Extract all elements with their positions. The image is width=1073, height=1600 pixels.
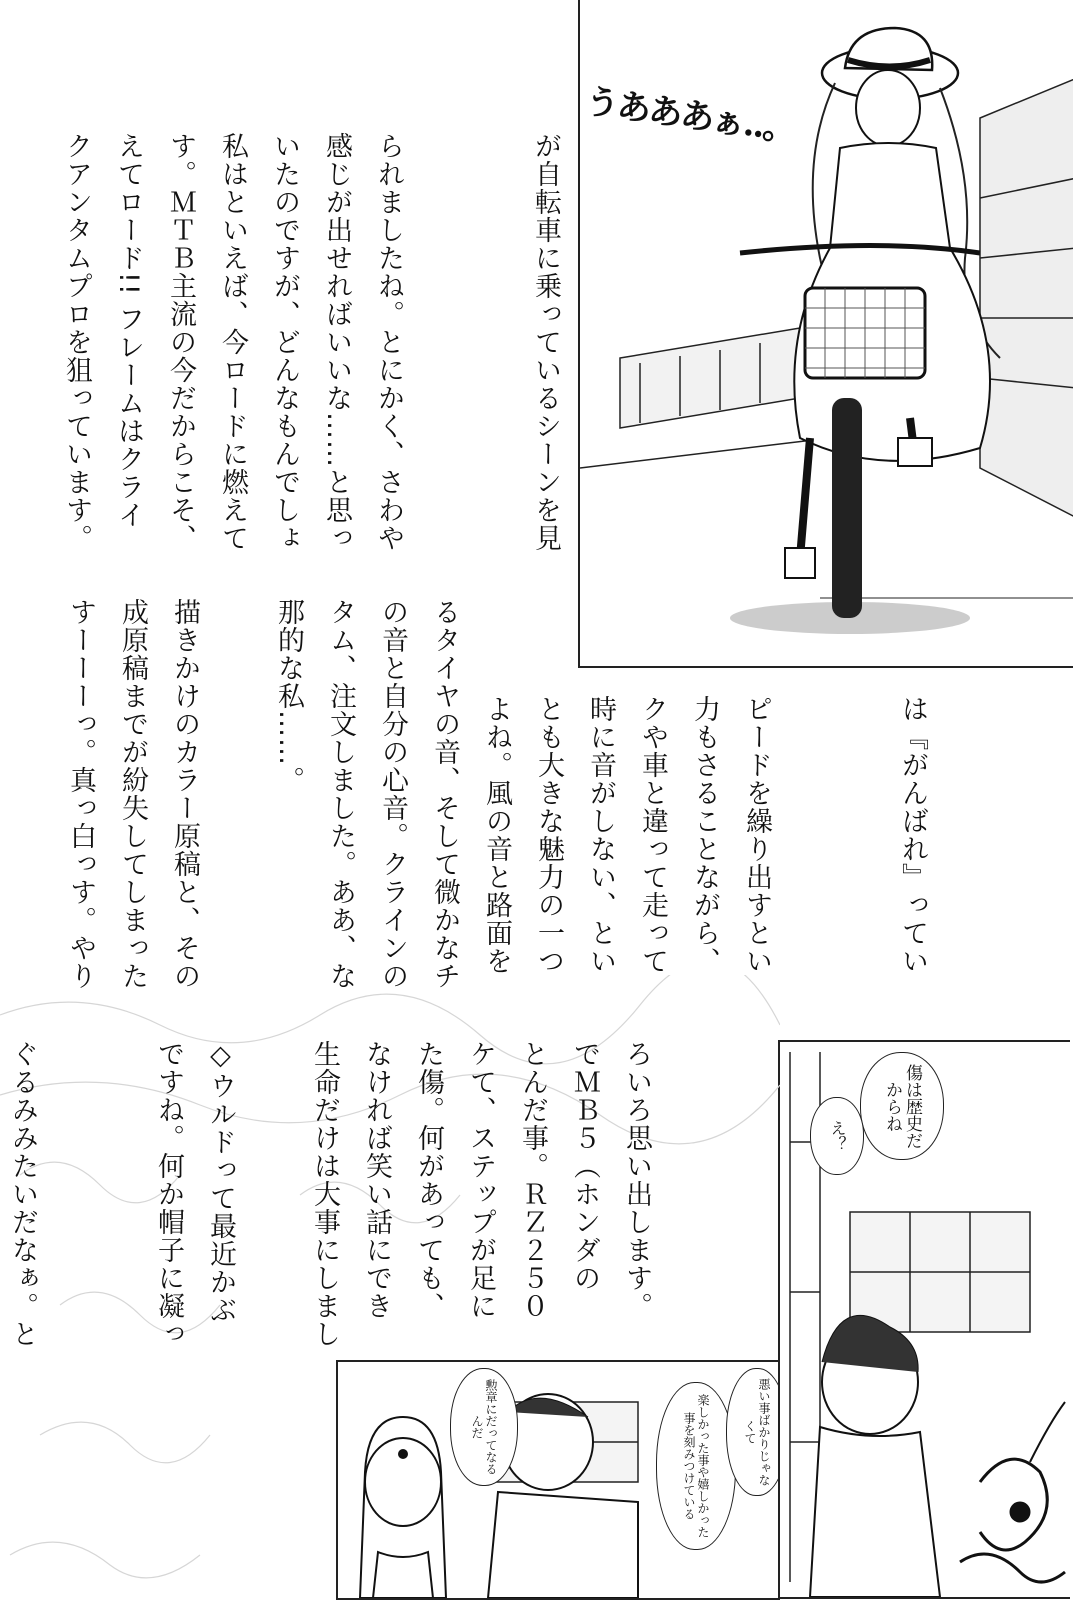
speech-bubble-happy-text: 楽しかった事や嬉しかった事を刻みつけている xyxy=(682,1394,710,1538)
letter-column-b5: とんだ事。ＲＺ２５０ xyxy=(517,1040,548,1320)
speech-bubble-history-text: 傷は歴史だからね xyxy=(882,1063,922,1149)
letter-column-b9: 生命だけは大事にしまし xyxy=(309,1040,340,1348)
letter-column-b1 xyxy=(720,1040,760,1340)
illustration-keiichi xyxy=(778,1040,1070,1599)
letter-column-m9: よね。風の音と路面を xyxy=(481,695,512,975)
speech-bubble-history xyxy=(860,1052,944,1160)
letter-column-b2 xyxy=(668,1040,708,1340)
letter-column-m4: ピードを繰り出すとい xyxy=(741,695,772,975)
letter-column-m8: とも大きな魅力の一つ xyxy=(533,695,564,975)
letter-column-m10: るタイヤの音、そして微かなチ xyxy=(429,598,460,990)
letter-column-4: られましたね。とにかく、さわや xyxy=(373,132,404,552)
letter-column-m18 xyxy=(8,598,48,998)
letter-column-b14 xyxy=(44,1040,84,1350)
letter-column-b10 xyxy=(252,1040,292,1350)
letter-column-m2 xyxy=(840,695,880,995)
letter-column-1: が自転車に乗っているシーンを見 xyxy=(530,132,561,552)
letter-column-9: えてロード!! フレームはクライ xyxy=(113,132,144,530)
letter-column-m5: 力もさることながら、 xyxy=(689,695,720,975)
letter-column-m14 xyxy=(216,598,256,998)
sound-effect-text: うあああぁ..。 xyxy=(582,81,798,151)
speech-bubble-eh xyxy=(810,1097,864,1175)
letter-column-m6: クや車と違って走って xyxy=(637,695,668,975)
letter-column-b8: なければ笑い話にでき xyxy=(361,1040,392,1320)
letter-column-m7: 時に音がしない、とい xyxy=(585,695,616,975)
letter-column-m11: の音と自分の心音。クラインの xyxy=(377,598,408,990)
letter-column-m12: タム、注文しました。ああ、な xyxy=(325,598,356,990)
letter-column-b6: ケて、ステップが足に xyxy=(465,1040,496,1320)
letter-column-m13: 那的な私……。 xyxy=(273,598,304,794)
letter-column-10: クアンタムプロを狙っています。 xyxy=(61,132,92,552)
speech-bubble-eh-text: え？ xyxy=(828,1120,847,1152)
letter-column-b15: ぐるみみたいだなぁ。と xyxy=(7,1040,38,1348)
letter-column-b12: ですね。何か帽子に凝っ xyxy=(153,1040,184,1348)
letter-column-b11: ◇ウルドって最近かぶ xyxy=(205,1040,236,1324)
letter-column-b7: た傷。何があっても、 xyxy=(413,1040,444,1320)
letter-column-5: 感じが出せればいいな……と思っ xyxy=(321,132,352,552)
speech-bubble-medal-text: 勲章にだってなるんだ xyxy=(470,1379,498,1475)
letter-column-6: いたのですが、どんなもんでしょ xyxy=(269,132,300,552)
letter-column-8: す。ＭＴＢ主流の今だからこそ、 xyxy=(165,132,196,552)
letter-column-b13 xyxy=(96,1040,136,1350)
letter-column-m1: は『がんばれ』ってい xyxy=(897,695,928,975)
letter-column-2 xyxy=(472,132,512,572)
letter-column-3 xyxy=(420,132,460,572)
letter-column-m15: 描きかけのカラー原稿と、その xyxy=(169,598,200,990)
letter-column-m17: すーーーっ。真っ白っす。やり xyxy=(65,598,96,990)
letter-column-11 xyxy=(4,132,44,572)
letter-column-b4: でＭＢ５（ホンダの xyxy=(569,1040,600,1292)
letter-column-m3 xyxy=(788,695,828,995)
illustration-bicycle-girl xyxy=(578,0,1073,668)
letter-column-7: 私はといえば、今ロードに燃えて xyxy=(217,132,248,552)
letter-column-m16: 成原稿までが紛失してしまった xyxy=(117,598,148,990)
letter-column-b3: ろいろ思い出します。 xyxy=(621,1040,652,1320)
speech-bubble-not-only-bad-text: 悪い事ばかりじゃなくて xyxy=(743,1378,771,1486)
